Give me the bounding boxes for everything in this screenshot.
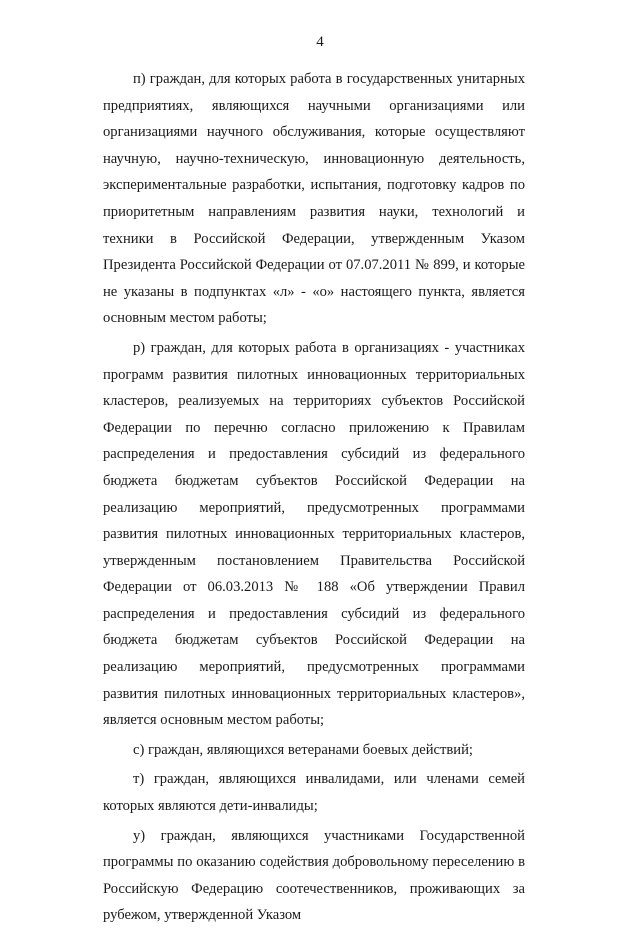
paragraph-item-r: р) граждан, для которых работа в организациях - участниках программ развития пилотных инновационных территориальных кластеров, реализуемых на территориях субъектов Российской Федерации по перечню согласно приложению к Правилам распределения и предоставления субсидий из федерального бюджета бюджетам субъектов Российской Федерации на реализацию мероприятий, предусмотренных программами развития пилотных инновационных территориальных кластеров, утвержденным постановлением Правительства Российской Федерации от 06.03.2013 № 188 «Об утверждении Правил распределения и предоставления субсидий из федерального бюджета бюджетам субъектов Российской Федерации на реализацию мероприятий, предусмотренных программами развития пилотных инновационных территориальных кластеров», является основным местом работы;	[103, 339, 525, 729]
paragraph-item-t: т) граждан, являющихся инвалидами, или членами семей которых являются дети-инвалиды;	[103, 771, 525, 815]
paragraph-item-u: у) граждан, являющихся участниками Государственной программы по оказанию содействия добровольному переселению в Российскую Федерацию соотечественников, проживающих за рубежом, утвержденной Указом	[103, 827, 525, 924]
paragraph-item-p: п) граждан, для которых работа в государственных унитарных предприятиях, являющихся научными организациями или организациями научного обслуживания, которые осуществляют научную, научно-техническую, инновационную деятельность, экспериментальные разработки, испытания, подготовку кадров по приоритетным направлениям развития науки, технологий и техники в Российской Федерации, утвержденным Указом Президента Российской Федерации от 07.07.2011 № 899, и которые не указаны в подпунктах «л» - «о» настоящего пункта, является основным местом работы;	[103, 71, 525, 327]
page-number: 4	[316, 34, 324, 50]
paragraph-item-s: с) граждан, являющихся ветеранами боевых действий;	[133, 741, 473, 758]
document-body	[103, 66, 525, 932]
